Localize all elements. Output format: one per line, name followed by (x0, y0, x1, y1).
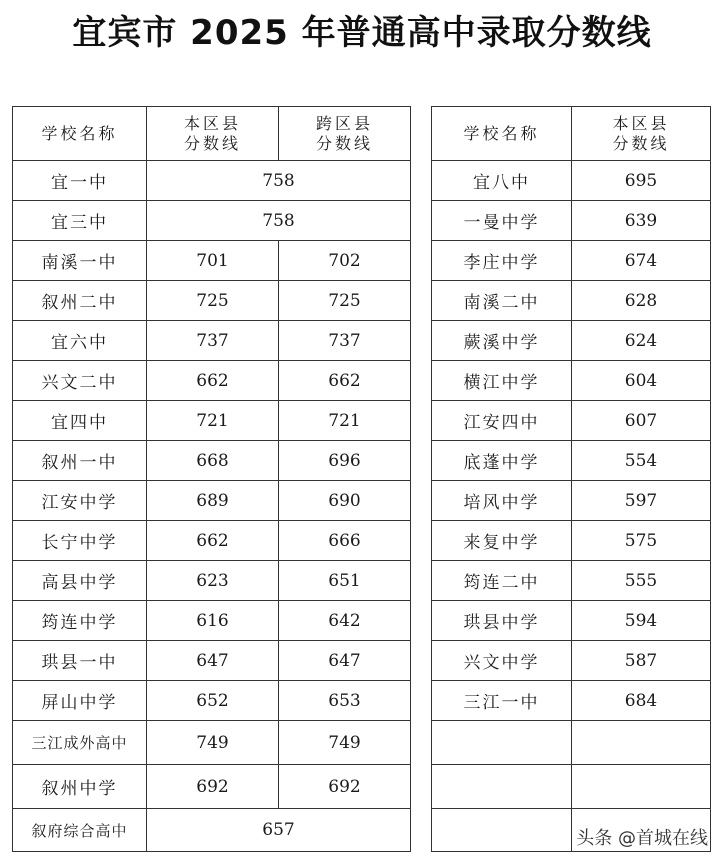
table-row (432, 201, 711, 241)
table-row (432, 361, 711, 401)
local-score-cell: 555 (572, 561, 711, 601)
table-row (432, 601, 711, 641)
school-name-cell: 南溪二中 (432, 281, 572, 321)
cross-score-cell: 696 (279, 441, 411, 481)
watermark: 头条 @首城在线 (576, 824, 708, 850)
merged-score-cell: 657 (147, 809, 411, 852)
merged-score-cell: 758 (147, 161, 411, 201)
cross-header-line1: 跨区县 (315, 113, 373, 133)
cross-score-cell: 653 (279, 681, 411, 721)
table-row (13, 601, 411, 641)
local-score-cell: 737 (147, 321, 279, 361)
local-score-cell: 639 (572, 201, 711, 241)
school-name-cell: 筠连中学 (13, 601, 147, 641)
header-row (432, 107, 711, 161)
local-score-cell: 607 (572, 401, 711, 441)
cross-score-cell: 725 (279, 281, 411, 321)
cross-header-line2: 分数线 (315, 133, 373, 153)
table-row (13, 681, 411, 721)
local-score-cell: 749 (147, 721, 279, 765)
local-score-cell: 662 (147, 361, 279, 401)
local-score-cell: 721 (147, 401, 279, 441)
school-name-cell: 叙府综合高中 (13, 809, 147, 852)
cross-line-header (279, 107, 411, 161)
table-row (13, 641, 411, 681)
local-score-cell: 652 (147, 681, 279, 721)
school-name-cell: 宜三中 (13, 201, 147, 241)
table-row (13, 809, 411, 852)
cross-score-cell: 737 (279, 321, 411, 361)
table-row (432, 281, 711, 321)
school-name-cell: 叙州二中 (13, 281, 147, 321)
cross-score-cell: 692 (279, 765, 411, 809)
school-name-cell: 高县中学 (13, 561, 147, 601)
local-score-cell (572, 765, 711, 809)
cross-score-cell: 721 (279, 401, 411, 441)
school-name-cell: 宜六中 (13, 321, 147, 361)
local-score-cell: 692 (147, 765, 279, 809)
table-row (432, 321, 711, 361)
school-name-cell (432, 809, 572, 852)
cross-score-cell: 651 (279, 561, 411, 601)
school-name-cell: 李庄中学 (432, 241, 572, 281)
local-score-cell: 684 (572, 681, 711, 721)
school-name-cell: 筠连二中 (432, 561, 572, 601)
table-row (432, 681, 711, 721)
table-row (13, 361, 411, 401)
merged-score-cell: 758 (147, 201, 411, 241)
local-score-cell: 623 (147, 561, 279, 601)
left-table-body (13, 107, 411, 852)
local-score-cell (572, 721, 711, 765)
local-score-cell: 554 (572, 441, 711, 481)
school-name-cell (432, 765, 572, 809)
school-name-cell: 培风中学 (432, 481, 572, 521)
school-name-cell: 江安四中 (432, 401, 572, 441)
local-score-cell: 674 (572, 241, 711, 281)
local-score-cell: 689 (147, 481, 279, 521)
local-line-header (572, 107, 711, 161)
table-row (432, 641, 711, 681)
school-name-cell: 宜一中 (13, 161, 147, 201)
local-score-cell: 725 (147, 281, 279, 321)
cross-score-cell: 690 (279, 481, 411, 521)
table-row (13, 481, 411, 521)
table-row (432, 241, 711, 281)
local-score-cell: 604 (572, 361, 711, 401)
local-score-cell: 628 (572, 281, 711, 321)
school-name-cell: 叙州中学 (13, 765, 147, 809)
school-name-cell: 屏山中学 (13, 681, 147, 721)
school-name-cell: 底蓬中学 (432, 441, 572, 481)
school-name-header: 学校名称 (13, 107, 147, 161)
cross-score-cell: 702 (279, 241, 411, 281)
local-score-cell: 701 (147, 241, 279, 281)
right-score-table (431, 106, 711, 852)
local-line-header (147, 107, 279, 161)
table-row (13, 521, 411, 561)
table-row (432, 481, 711, 521)
cross-score-cell: 749 (279, 721, 411, 765)
local-score-cell: 662 (147, 521, 279, 561)
local-score-cell: 624 (572, 321, 711, 361)
local-score-cell: 594 (572, 601, 711, 641)
school-name-cell: 横江中学 (432, 361, 572, 401)
left-score-table (12, 106, 411, 852)
school-name-cell (432, 721, 572, 765)
school-name-cell: 兴文二中 (13, 361, 147, 401)
local-header-line1: 本区县 (612, 113, 670, 133)
table-row (432, 161, 711, 201)
table-row (432, 721, 711, 765)
local-score-cell: 668 (147, 441, 279, 481)
local-score-cell: 647 (147, 641, 279, 681)
school-name-cell: 珙县中学 (432, 601, 572, 641)
right-table-body (432, 107, 711, 852)
table-row (13, 441, 411, 481)
cross-score-cell: 647 (279, 641, 411, 681)
local-score-cell: 575 (572, 521, 711, 561)
local-header-line2: 分数线 (183, 133, 241, 153)
table-row (13, 401, 411, 441)
cross-score-cell: 662 (279, 361, 411, 401)
table-row (432, 401, 711, 441)
table-row (432, 521, 711, 561)
school-name-cell: 珙县一中 (13, 641, 147, 681)
cross-score-cell: 666 (279, 521, 411, 561)
table-row (13, 241, 411, 281)
table-row (13, 561, 411, 601)
table-row (13, 281, 411, 321)
table-row (13, 721, 411, 765)
school-name-cell: 来复中学 (432, 521, 572, 561)
school-name-cell: 三江一中 (432, 681, 572, 721)
table-row (432, 561, 711, 601)
school-name-cell: 三江成外高中 (13, 721, 147, 765)
local-score-cell: 695 (572, 161, 711, 201)
school-name-cell: 叙州一中 (13, 441, 147, 481)
school-name-cell: 江安中学 (13, 481, 147, 521)
school-name-cell: 南溪一中 (13, 241, 147, 281)
table-row (432, 765, 711, 809)
page-title: 宜宾市 2025 年普通高中录取分数线 (72, 13, 652, 53)
table-row (13, 161, 411, 201)
table-row (13, 201, 411, 241)
local-score-cell: 616 (147, 601, 279, 641)
header-row (13, 107, 411, 161)
school-name-header: 学校名称 (432, 107, 572, 161)
school-name-cell: 宜八中 (432, 161, 572, 201)
school-name-cell: 长宁中学 (13, 521, 147, 561)
school-name-cell: 一曼中学 (432, 201, 572, 241)
local-score-cell: 587 (572, 641, 711, 681)
local-header-line1: 本区县 (183, 113, 241, 133)
school-name-cell: 兴文中学 (432, 641, 572, 681)
school-name-cell: 宜四中 (13, 401, 147, 441)
cross-score-cell: 642 (279, 601, 411, 641)
school-name-cell: 蕨溪中学 (432, 321, 572, 361)
local-header-line2: 分数线 (612, 133, 670, 153)
table-row (13, 765, 411, 809)
local-score-cell: 597 (572, 481, 711, 521)
table-row (13, 321, 411, 361)
table-row (432, 441, 711, 481)
